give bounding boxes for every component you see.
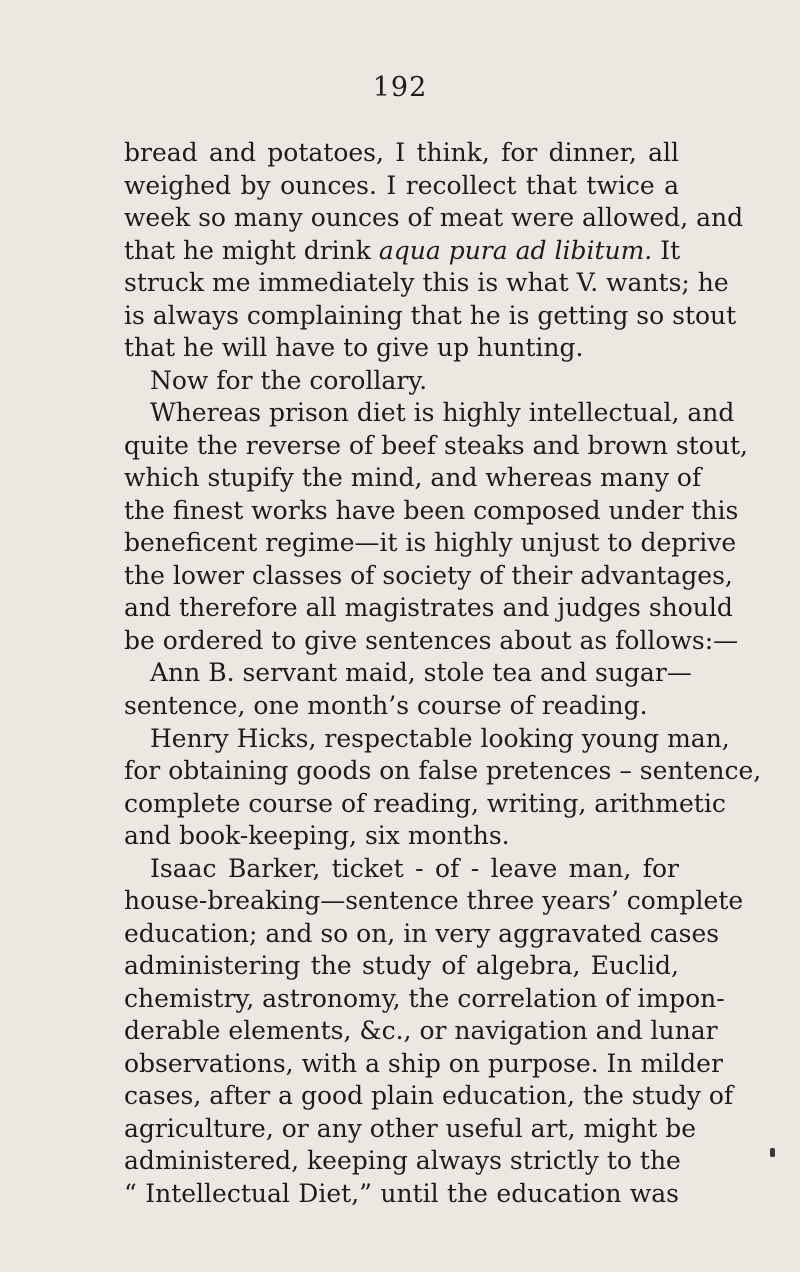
text-run: quite the reverse of beef steaks and brown stout, (124, 430, 748, 460)
text-run: be ordered to give sentences about as follows:— (124, 625, 739, 655)
text-line (124, 202, 744, 234)
text-run: that he will have to give up hunting. (124, 333, 584, 363)
text-run: bread and potatoes, I think, for dinner, all (124, 138, 679, 167)
text-line (124, 267, 729, 299)
text-run: which stupify the mind, and whereas many of (124, 463, 702, 493)
text-run: is always complaining that he is getting so stout (124, 300, 737, 330)
text-run: education; and so on, in very aggravated cases (124, 918, 720, 948)
text-line (124, 462, 702, 494)
text-line (124, 625, 739, 657)
text-run: house-breaking—sentence three years’ complete (124, 886, 744, 916)
text-run: weighed by ounces. I recollect that twice a (124, 170, 679, 200)
text-run: complete course of reading, writing, arithmetic (124, 788, 726, 818)
text-run: the lower classes of society of their advantages, (124, 560, 733, 590)
text-run: administered, keeping always strictly to the (124, 1146, 681, 1176)
text-line (124, 560, 733, 592)
text-run: Ann B. servant maid, stole tea and sugar— (150, 658, 692, 688)
text-run: Henry Hicks, respectable looking young man, (150, 723, 730, 753)
text-line (124, 950, 679, 982)
text-run: derable elements, &c., or navigation and lunar (124, 1016, 718, 1046)
text-line (124, 885, 744, 917)
text-line (150, 657, 692, 689)
text-line (124, 137, 679, 169)
text-line (124, 755, 762, 787)
text-line (124, 495, 739, 527)
text-line (124, 235, 679, 267)
text-line (124, 690, 679, 722)
text-line (150, 723, 730, 755)
text-line (124, 918, 720, 950)
text-run: It (652, 235, 681, 265)
text-run: that he might drink (124, 235, 379, 265)
text-run: Isaac Barker, ticket - of - leave man, for (150, 853, 679, 883)
text-run: agriculture, or any other useful art, might be (124, 1113, 697, 1143)
text-line (150, 397, 735, 429)
text-run: sentence, one month’s course of reading. (124, 691, 648, 720)
text-line (124, 1015, 718, 1047)
text-line (124, 592, 733, 624)
text-run: struck me immediately this is what V. wants; he (124, 268, 729, 298)
stray-mark (770, 1148, 775, 1157)
text-line (150, 853, 679, 885)
text-run: week so many ounces of meat were allowed, and (124, 203, 744, 233)
text-line (124, 1048, 723, 1080)
text-line (124, 788, 726, 820)
page-number: 192 (372, 72, 428, 103)
text-line (124, 430, 748, 462)
text-run: beneficent regime—it is highly unjust to deprive (124, 528, 737, 558)
text-line (124, 1113, 697, 1145)
text-run: observations, with a ship on purpose. In milder (124, 1048, 723, 1078)
text-run: for obtaining goods on false pretences – sentence, (124, 756, 762, 786)
text-line (124, 527, 737, 559)
text-line (150, 365, 679, 397)
text-run: the finest works have been composed under this (124, 495, 739, 525)
text-line (124, 170, 679, 202)
text-run: and book-keeping, six months. (124, 821, 510, 851)
text-run: Whereas prison diet is highly intellectual, and (150, 398, 735, 428)
text-line (124, 983, 725, 1015)
text-line (124, 1178, 679, 1210)
italic-phrase: aqua pura ad libitum. (378, 235, 653, 265)
text-run: chemistry, astronomy, the correlation of impon- (124, 983, 725, 1013)
text-line (124, 1145, 679, 1177)
text-line (124, 820, 679, 852)
text-run: administering the study of algebra, Euclid, (124, 951, 679, 981)
text-run: Now for the corollary. (150, 365, 428, 395)
text-run: “ Intellectual Diet,” until the education was (124, 1178, 679, 1208)
text-line (124, 300, 737, 332)
text-run: cases, after a good plain education, the study of (124, 1081, 734, 1111)
text-line (124, 332, 679, 364)
text-line (124, 1080, 734, 1112)
text-run: and therefore all magistrates and judges should (124, 593, 733, 623)
